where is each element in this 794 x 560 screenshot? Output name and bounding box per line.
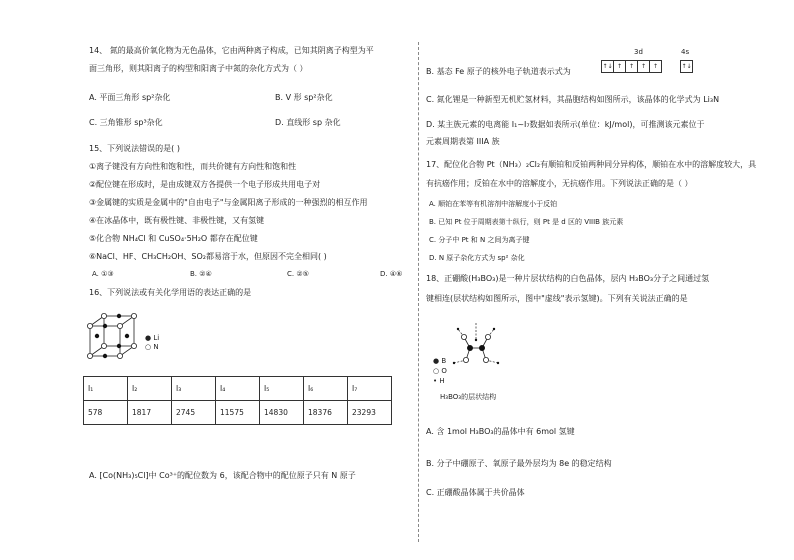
q14-option-c: C. 三角锥形 sp³杂化: [89, 118, 163, 127]
table-header-row: [84, 377, 392, 401]
q15-statement-4: ④在冰晶体中，既有极性键、非极性键，又有氢键: [89, 216, 265, 225]
q14-option-d: D. 直线形 sp 杂化: [275, 118, 341, 127]
b-marker-icon: ●: [433, 357, 440, 365]
q14-option-a: A. 平面三角形 sp²杂化: [89, 93, 171, 102]
legend-li-label: Li: [153, 334, 160, 342]
table-header-cell: I₂: [128, 377, 172, 401]
column-divider: [418, 42, 419, 542]
q18-line1: 18、正硼酸(H₃BO₃)是一种片层状结构的白色晶体，层内 H₃BO₃分子之间通过氢: [426, 274, 710, 283]
q17-option-d: D. N 原子杂化方式为 sp² 杂化: [429, 254, 525, 262]
table-cell: 11575: [216, 401, 260, 425]
orbital-box-3d-5: ↑: [649, 60, 662, 73]
table-header-cell: I₇: [348, 377, 392, 401]
h3bo3-caption: H₃BO₃的层状结构: [440, 393, 497, 401]
table-cell: 18376: [304, 401, 348, 425]
orbital-box-3d-1: ↑↓: [601, 60, 614, 73]
q15-statement-3: ③金属键的实质是金属中的"自由电子"与金属阳离子形成的一种强烈的相互作用: [89, 198, 368, 207]
table-cell: 1817: [128, 401, 172, 425]
q17-line2: 有抗癌作用；反铂在水中的溶解度小，无抗癌作用。下列说法正确的是（ ）: [426, 179, 693, 188]
q15-statement-6: ⑥NaCl、HF、CH₃CH₂OH、SO₂都易溶于水，但原因不完全相同( ): [89, 252, 327, 261]
q15-option-d: D. ④⑥: [380, 270, 403, 278]
q16-option-d-line2: 元素周期表第 IIIA 族: [426, 137, 500, 146]
li-marker-icon: ●: [145, 334, 152, 342]
q16-option-d-line1: D. 某主族元素的电离能 I₁~I₇数据如表所示(单位：kJ/mol)，可推测该元素位于: [426, 120, 705, 129]
orbital-label-4s: 4s: [681, 48, 690, 56]
q15-option-b: B. ②④: [190, 270, 212, 278]
table-cell: 23293: [348, 401, 392, 425]
table-header-cell: I₅: [260, 377, 304, 401]
orbital-box-3d-2: ↑: [613, 60, 626, 73]
legend-n: [145, 342, 159, 352]
legend-b: [433, 356, 446, 366]
ionization-energy-table: [83, 376, 392, 425]
q15-statement-5: ⑤化合物 NH₄Cl 和 CuSO₄·5H₂O 都存在配位键: [89, 234, 258, 243]
orbital-box-4s: ↑↓: [680, 60, 693, 73]
q18-line2: 键相连(层状结构如图所示，图中"虚线"表示氢键)。下列有关说法正确的是: [426, 294, 688, 303]
q16-option-c: C. 氮化锂是一种新型无机贮氢材料，其晶胞结构如图所示，该晶体的化学式为 Li₃N: [426, 95, 720, 104]
q18-option-c: C. 正硼酸晶体属于共价晶体: [426, 488, 525, 497]
q18-option-b: B. 分子中硼原子、氧原子最外层均为 8e 的稳定结构: [426, 459, 612, 468]
table-header-cell: I₁: [84, 377, 128, 401]
table-cell: 14830: [260, 401, 304, 425]
h-marker-icon: •: [433, 377, 438, 385]
q16-option-b: B. 基态 Fe 原子的核外电子轨道表示式为: [426, 67, 571, 76]
q18-option-a: A. 含 1mol H₃BO₃的晶体中有 6mol 氢键: [426, 427, 575, 436]
q17-option-c: C. 分子中 Pt 和 N 之间为离子键: [429, 236, 530, 244]
q14-option-b: B. V 形 sp²杂化: [275, 93, 333, 102]
n-marker-icon: ○: [145, 343, 152, 351]
q16-option-a: A. [Co(NH₃)₅Cl]中 Co³⁺的配位数为 6，该配合物中的配位原子只有 N 原子: [89, 471, 356, 480]
q14-line1: 14、 氮的最高价氧化物为无色晶体，它由两种离子构成，已知其阴离子构型为平: [89, 46, 374, 55]
orbital-label-3d: 3d: [634, 48, 643, 56]
table-header-cell: I₃: [172, 377, 216, 401]
table-row: [84, 401, 392, 425]
orbital-box-3d-3: ↑: [625, 60, 638, 73]
legend-n-label: N: [153, 343, 159, 351]
li3n-unit-cell-diagram: [82, 310, 147, 370]
q15-statement-1: ①离子键没有方向性和饱和性，而共价键有方向性和饱和性: [89, 162, 297, 171]
table-header-cell: I₆: [304, 377, 348, 401]
q14-line2: 面三角形，则其阳离子的构型和阳离子中氮的杂化方式为（ ）: [89, 64, 308, 73]
table-cell: 2745: [172, 401, 216, 425]
h3bo3-layer-diagram: [436, 318, 516, 370]
legend-b-label: B: [441, 357, 447, 365]
q17-line1: 17、配位化合物 Pt（NH₃）₂Cl₂有顺铂和反铂两种同分异构体，顺铂在水中的溶解度较大，具: [426, 160, 757, 169]
legend-o-label: O: [441, 367, 447, 375]
legend-o: [433, 366, 447, 376]
orbital-box-3d-4: ↑: [637, 60, 650, 73]
legend-h: [433, 376, 445, 386]
q15-option-a: A. ①③: [92, 270, 114, 278]
legend-h-label: H: [439, 377, 445, 385]
q15-option-c: C. ②⑤: [287, 270, 309, 278]
q15-stem: 15、下列说法错误的是( ): [89, 144, 180, 153]
q15-statement-2: ②配位键在形成时，是由成键双方各提供一个电子形成共用电子对: [89, 180, 321, 189]
o-marker-icon: ○: [433, 367, 440, 375]
table-cell: 578: [84, 401, 128, 425]
q17-option-a: A. 顺铂在苯等有机溶剂中溶解度小于反铂: [429, 200, 558, 208]
table-header-cell: I₄: [216, 377, 260, 401]
q16-stem: 16、下列说法或有关化学用语的表达正确的是: [89, 288, 252, 297]
q17-option-b: B. 已知 Pt 位于周期表第十纵行，则 Pt 是 d 区的 VIIIB 族元素: [429, 218, 624, 226]
